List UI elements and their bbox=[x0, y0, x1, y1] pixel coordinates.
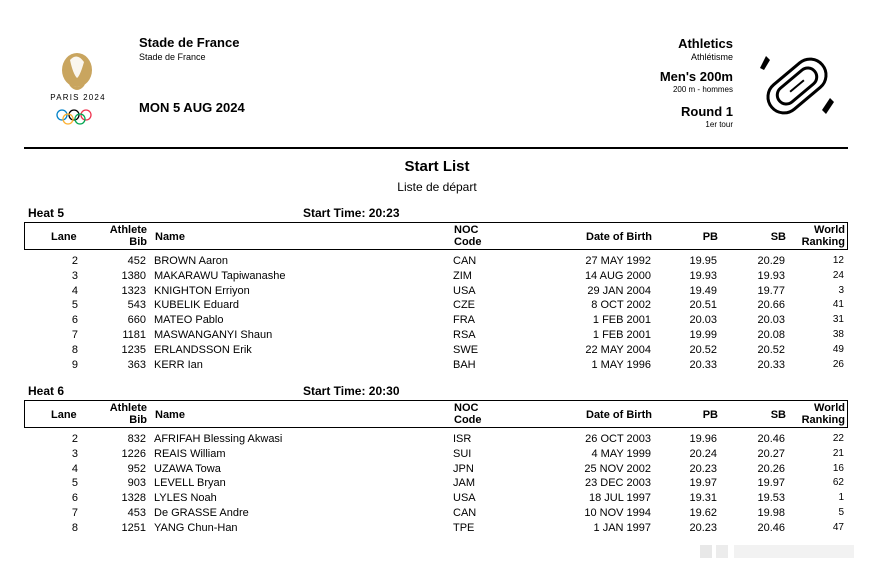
venue-subtitle: Stade de France bbox=[139, 52, 206, 62]
cell-dob: 27 MAY 1992 bbox=[585, 255, 651, 267]
cell-dob: 23 DEC 2003 bbox=[584, 477, 651, 490]
table-row bbox=[0, 270, 874, 285]
cell-wr: 1 bbox=[838, 492, 844, 504]
cell-name: MAKARAWU Tapiwanashe bbox=[154, 269, 286, 282]
paris-2024-emblem-icon bbox=[40, 48, 120, 128]
col-lane: Lane bbox=[51, 231, 77, 243]
cell-bib: 1181 bbox=[122, 329, 146, 341]
cell-noc: ZIM bbox=[453, 269, 472, 282]
cell-dob: 25 NOV 2002 bbox=[584, 462, 651, 475]
logo-text: PARIS 2024 bbox=[50, 93, 106, 102]
col-bib-2: Bib bbox=[129, 236, 147, 248]
col-sb: SB bbox=[770, 409, 786, 421]
cell-bib: 1380 bbox=[121, 269, 146, 282]
cell-lane: 2 bbox=[71, 433, 78, 445]
cell-noc: JPN bbox=[453, 462, 474, 475]
table-row bbox=[0, 329, 874, 344]
col-noc-2: Code bbox=[454, 414, 482, 426]
cell-lane: 5 bbox=[71, 299, 78, 312]
cell-name: MATEO Pablo bbox=[154, 314, 224, 327]
cell-name: REAIS William bbox=[154, 447, 226, 460]
cell-noc: FRA bbox=[453, 314, 475, 327]
col-bib-1: Athlete bbox=[109, 402, 147, 414]
cell-noc: USA bbox=[453, 492, 476, 505]
col-world-2: Ranking bbox=[801, 236, 845, 248]
col-lane: Lane bbox=[51, 409, 77, 421]
cell-dob: 10 NOV 1994 bbox=[584, 507, 651, 519]
col-dob: Date of Birth bbox=[586, 231, 652, 243]
cell-wr: 26 bbox=[832, 358, 844, 370]
col-world-1: World bbox=[814, 224, 845, 236]
col-pb: PB bbox=[702, 231, 718, 243]
cell-pb: 20.03 bbox=[689, 314, 717, 327]
cell-noc: CAN bbox=[453, 507, 477, 519]
document-title: Start List bbox=[404, 158, 470, 175]
cell-noc: RSA bbox=[453, 329, 476, 341]
cell-dob: 26 OCT 2003 bbox=[585, 433, 651, 445]
cell-dob: 1 JAN 1997 bbox=[593, 521, 651, 534]
cell-wr: 12 bbox=[832, 255, 844, 266]
table-row bbox=[0, 507, 874, 522]
cell-sb: 19.97 bbox=[757, 477, 785, 490]
table-row bbox=[0, 285, 874, 300]
cell-name: KERR Ian bbox=[154, 358, 203, 371]
cell-bib: 1323 bbox=[121, 284, 146, 297]
cell-sb: 20.26 bbox=[757, 462, 785, 475]
cell-pb: 20.24 bbox=[689, 447, 717, 460]
col-dob: Date of Birth bbox=[586, 409, 652, 421]
cell-noc: CZE bbox=[453, 299, 475, 312]
header-divider bbox=[24, 147, 848, 149]
cell-bib: 363 bbox=[127, 358, 146, 371]
table-row bbox=[0, 344, 874, 359]
cell-lane: 3 bbox=[71, 447, 78, 460]
heat-label: Heat 6 bbox=[28, 384, 65, 398]
table-row bbox=[0, 255, 874, 270]
cell-pb: 20.33 bbox=[689, 358, 717, 371]
heat-label: Heat 5 bbox=[28, 206, 65, 220]
cell-sb: 20.29 bbox=[757, 255, 785, 267]
cell-sb: 19.53 bbox=[757, 492, 785, 505]
cell-wr: 41 bbox=[832, 299, 844, 311]
sport-subtitle: Athlétisme bbox=[690, 52, 733, 62]
cell-name: LYLES Noah bbox=[154, 492, 217, 505]
cell-lane: 8 bbox=[71, 521, 78, 534]
cell-sb: 20.03 bbox=[757, 314, 785, 327]
cell-wr: 21 bbox=[832, 447, 844, 459]
col-noc-1: NOC bbox=[454, 402, 479, 414]
cell-name: MASWANGANYI Shaun bbox=[154, 329, 273, 341]
cell-dob: 1 FEB 2001 bbox=[592, 329, 651, 341]
cell-noc: TPE bbox=[453, 521, 475, 534]
cell-name: KUBELIK Eduard bbox=[154, 299, 239, 312]
cell-bib: 1328 bbox=[121, 492, 146, 505]
heat-start-time: Start Time: 20:23 bbox=[303, 206, 400, 220]
column-header-row bbox=[24, 222, 848, 250]
cell-wr: 24 bbox=[832, 269, 844, 281]
cell-wr: 22 bbox=[832, 433, 844, 444]
athletics-track-icon bbox=[758, 50, 836, 122]
table-row bbox=[0, 463, 874, 478]
cell-name: De GRASSE Andre bbox=[154, 507, 249, 519]
cell-sb: 20.66 bbox=[757, 299, 785, 312]
cell-name: ERLANDSSON Erik bbox=[154, 343, 252, 356]
cell-pb: 20.23 bbox=[689, 462, 717, 475]
cell-pb: 19.93 bbox=[689, 269, 717, 282]
cell-wr: 31 bbox=[832, 314, 844, 326]
cell-bib: 543 bbox=[127, 299, 146, 312]
table-row bbox=[0, 299, 874, 314]
cell-bib: 903 bbox=[127, 477, 146, 490]
cell-lane: 3 bbox=[71, 269, 78, 282]
cell-sb: 20.52 bbox=[757, 343, 785, 356]
competition-date: MON 5 AUG 2024 bbox=[139, 100, 245, 115]
col-noc-1: NOC bbox=[454, 224, 479, 236]
cell-bib: 1251 bbox=[121, 521, 146, 534]
table-row bbox=[0, 359, 874, 374]
cell-pb: 19.96 bbox=[689, 433, 717, 445]
cell-bib: 453 bbox=[127, 507, 146, 519]
cell-bib: 452 bbox=[127, 255, 146, 267]
round-title: Round 1 bbox=[681, 104, 733, 119]
cell-pb: 19.99 bbox=[689, 329, 717, 341]
cell-dob: 4 MAY 1999 bbox=[591, 447, 651, 460]
cell-lane: 6 bbox=[71, 314, 78, 327]
col-name: Name bbox=[155, 409, 185, 421]
col-name: Name bbox=[155, 231, 185, 243]
cell-name: BROWN Aaron bbox=[154, 255, 228, 267]
event-title: Men's 200m bbox=[659, 69, 733, 84]
document-subtitle: Liste de départ bbox=[397, 180, 477, 194]
cell-noc: BAH bbox=[453, 358, 476, 371]
cell-sb: 20.33 bbox=[757, 358, 785, 371]
event-subtitle: 200 m - hommes bbox=[672, 85, 733, 94]
cell-sb: 20.27 bbox=[757, 447, 785, 460]
col-sb: SB bbox=[770, 231, 786, 243]
col-pb: PB bbox=[702, 409, 718, 421]
cell-wr: 47 bbox=[832, 521, 844, 533]
col-world-1: World bbox=[814, 402, 845, 414]
cell-lane: 2 bbox=[71, 255, 78, 267]
cell-dob: 29 JAN 2004 bbox=[587, 284, 651, 297]
cell-noc: USA bbox=[453, 284, 476, 297]
cell-sb: 20.46 bbox=[757, 433, 785, 445]
cell-name: YANG Chun-Han bbox=[154, 521, 238, 534]
cell-wr: 3 bbox=[838, 284, 844, 296]
cell-dob: 8 OCT 2002 bbox=[591, 299, 651, 312]
cell-lane: 7 bbox=[71, 507, 78, 519]
cell-bib: 660 bbox=[127, 314, 146, 327]
col-noc-2: Code bbox=[454, 236, 482, 248]
cell-dob: 1 MAY 1996 bbox=[591, 358, 651, 371]
cell-noc: CAN bbox=[453, 255, 477, 267]
cell-bib: 1235 bbox=[121, 343, 146, 356]
cell-dob: 18 JUL 1997 bbox=[589, 492, 651, 505]
cell-dob: 22 MAY 2004 bbox=[585, 343, 651, 356]
table-row bbox=[0, 448, 874, 463]
cell-wr: 62 bbox=[832, 477, 844, 489]
cell-noc: SWE bbox=[453, 343, 479, 356]
cell-lane: 4 bbox=[71, 462, 78, 475]
cell-name: LEVELL Bryan bbox=[154, 477, 226, 490]
col-bib-1: Athlete bbox=[109, 224, 147, 236]
cell-lane: 4 bbox=[71, 284, 78, 297]
cell-noc: JAM bbox=[453, 477, 475, 490]
cell-bib: 832 bbox=[127, 433, 146, 445]
cell-dob: 14 AUG 2000 bbox=[584, 269, 651, 282]
cell-dob: 1 FEB 2001 bbox=[592, 314, 651, 327]
cell-sb: 19.98 bbox=[757, 507, 785, 519]
cell-name: KNIGHTON Erriyon bbox=[154, 284, 250, 297]
cell-pb: 19.31 bbox=[689, 492, 717, 505]
paris-2024-logo bbox=[40, 48, 120, 128]
table-row bbox=[0, 314, 874, 329]
cell-name: UZAWA Towa bbox=[154, 462, 221, 475]
column-header-row bbox=[24, 400, 848, 428]
cell-bib: 1226 bbox=[121, 447, 146, 460]
table-row bbox=[0, 433, 874, 448]
venue-title: Stade de France bbox=[139, 35, 240, 50]
cell-lane: 6 bbox=[71, 492, 78, 505]
cell-lane: 9 bbox=[71, 358, 78, 371]
cell-pb: 19.49 bbox=[689, 284, 717, 297]
round-subtitle: 1er tour bbox=[705, 120, 733, 129]
cell-pb: 20.51 bbox=[689, 299, 717, 312]
heat-start-time: Start Time: 20:30 bbox=[303, 384, 400, 398]
cell-lane: 7 bbox=[71, 329, 78, 341]
cell-pb: 19.97 bbox=[689, 477, 717, 490]
cell-sb: 19.93 bbox=[757, 269, 785, 282]
cell-wr: 16 bbox=[832, 462, 844, 474]
col-world-2: Ranking bbox=[801, 414, 845, 426]
cell-lane: 8 bbox=[71, 343, 78, 356]
cell-wr: 38 bbox=[832, 329, 844, 340]
cell-lane: 5 bbox=[71, 477, 78, 490]
cell-pb: 19.95 bbox=[689, 255, 717, 267]
table-row bbox=[0, 492, 874, 507]
table-row bbox=[0, 477, 874, 492]
col-bib-2: Bib bbox=[129, 414, 147, 426]
cell-pb: 19.62 bbox=[689, 507, 717, 519]
table-row bbox=[0, 522, 874, 537]
cell-noc: ISR bbox=[453, 433, 472, 445]
sport-title: Athletics bbox=[678, 36, 733, 51]
cell-bib: 952 bbox=[127, 462, 146, 475]
cell-pb: 20.23 bbox=[689, 521, 717, 534]
cell-wr: 5 bbox=[838, 507, 844, 518]
cell-wr: 49 bbox=[832, 343, 844, 355]
cell-noc: SUI bbox=[453, 447, 472, 460]
cell-sb: 20.46 bbox=[757, 521, 785, 534]
cell-sb: 20.08 bbox=[757, 329, 785, 341]
cell-sb: 19.77 bbox=[757, 284, 785, 297]
cell-name: AFRIFAH Blessing Akwasi bbox=[154, 433, 283, 445]
cell-pb: 20.52 bbox=[689, 343, 717, 356]
